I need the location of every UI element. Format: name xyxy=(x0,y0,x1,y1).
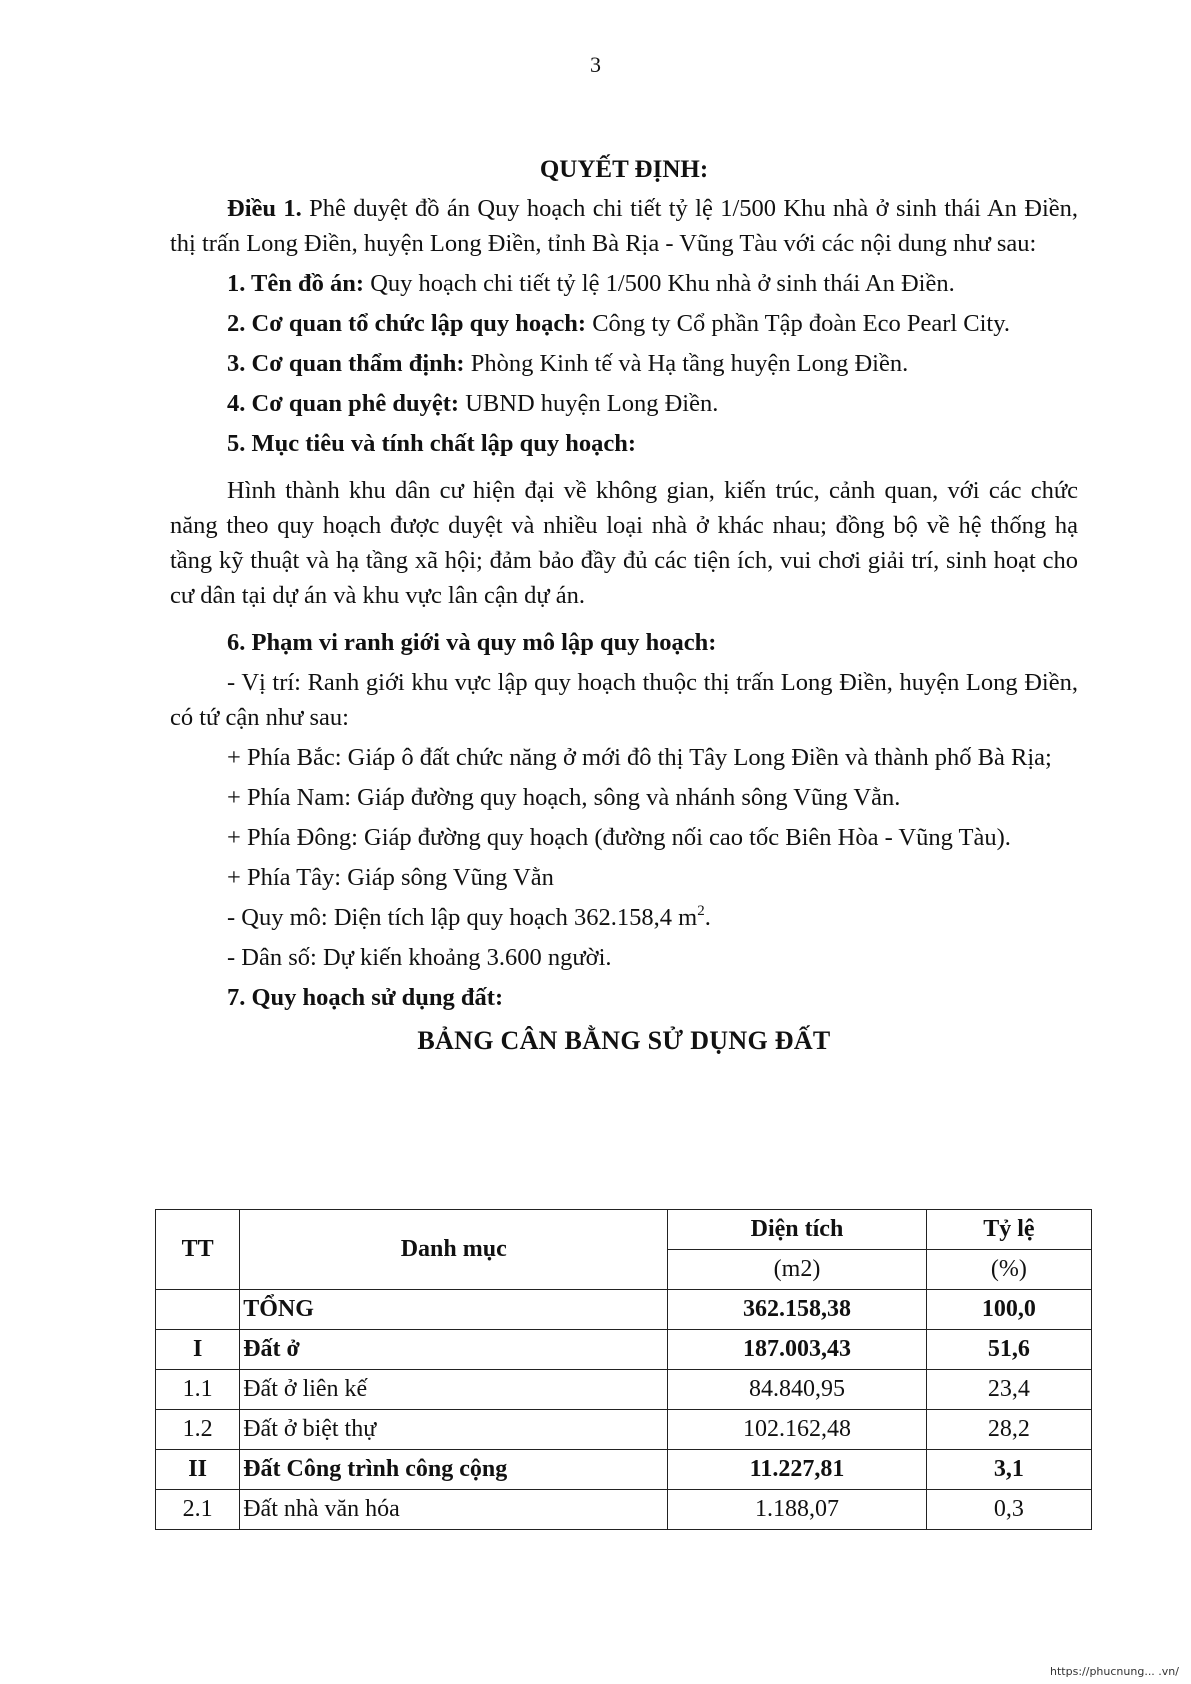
row-ratio: 100,0 xyxy=(926,1290,1091,1330)
row-tt: 1.1 xyxy=(156,1370,240,1410)
west-boundary: + Phía Tây: Giáp sông Vũng Vằn xyxy=(227,864,554,891)
article-1 xyxy=(170,191,1078,261)
scale-text xyxy=(170,900,1078,935)
table-row xyxy=(156,1330,1092,1370)
header-name: Danh mục xyxy=(240,1210,668,1290)
row-area: 1.188,07 xyxy=(668,1490,927,1530)
row-name: Đất Công trình công cộng xyxy=(240,1450,668,1490)
section-6-title-text: 6. Phạm vi ranh giới và quy mô lập quy hoạch: xyxy=(227,629,717,656)
item-1 xyxy=(170,266,1078,301)
row-ratio: 3,1 xyxy=(926,1450,1091,1490)
section-7-title xyxy=(170,980,1078,1015)
section-6-title xyxy=(170,625,1078,660)
item-3-label: 3. Cơ quan thẩm định: xyxy=(227,350,465,377)
row-ratio: 51,6 xyxy=(926,1330,1091,1370)
item-3-text: Phòng Kinh tế và Hạ tầng huyện Long Điền. xyxy=(464,350,909,377)
item-1-label: 1. Tên đồ án: xyxy=(227,270,365,297)
item-2-label: 2. Cơ quan tổ chức lập quy hoạch: xyxy=(227,310,587,337)
row-name: Đất nhà văn hóa xyxy=(240,1490,668,1530)
header-ratio: Tỷ lệ xyxy=(926,1210,1091,1250)
scale-suffix: . xyxy=(704,904,711,931)
item-2-text: Công ty Cổ phần Tập đoàn Eco Pearl City. xyxy=(586,310,1011,337)
table-row xyxy=(156,1410,1092,1450)
table-header-row xyxy=(156,1210,1092,1250)
decision-heading: QUYẾT ĐỊNH: xyxy=(539,156,709,183)
row-tt: II xyxy=(156,1450,240,1490)
row-area: 84.840,95 xyxy=(668,1370,927,1410)
row-tt xyxy=(156,1290,240,1330)
table-row xyxy=(156,1490,1092,1530)
row-ratio: 28,2 xyxy=(926,1410,1091,1450)
row-tt: I xyxy=(156,1330,240,1370)
row-tt: 1.2 xyxy=(156,1410,240,1450)
south-boundary: + Phía Nam: Giáp đường quy hoạch, sông và nhánh sông Vũng Vằn. xyxy=(227,784,901,811)
section-5-title-text: 5. Mục tiêu và tính chất lập quy hoạch: xyxy=(227,430,637,457)
item-1-text: Quy hoạch chi tiết tỷ lệ 1/500 Khu nhà ở sinh thái An Điền. xyxy=(364,270,955,297)
land-balance-table-title: BẢNG CÂN BẰNG SỬ DỤNG ĐẤT xyxy=(417,1026,831,1055)
item-4-label: 4. Cơ quan phê duyệt: xyxy=(227,390,460,417)
page-number: 3 xyxy=(590,52,601,77)
row-area: 187.003,43 xyxy=(668,1330,927,1370)
row-name: TỔNG xyxy=(240,1290,668,1330)
row-name: Đất ở liên kế xyxy=(240,1370,668,1410)
row-area: 362.158,38 xyxy=(668,1290,927,1330)
article-1-text: Phê duyệt đồ án Quy hoạch chi tiết tỷ lệ 1/500 Khu nhà ở sinh thái An Điền, thị trấn Long Điền, huyện Long Điền, tỉnh Bà Rịa - Vũng Tàu với các nội dung như sau: xyxy=(170,195,1079,257)
header-tt: TT xyxy=(156,1210,240,1290)
row-name: Đất ở xyxy=(240,1330,668,1370)
table-row xyxy=(156,1290,1092,1330)
row-area: 102.162,48 xyxy=(668,1410,927,1450)
location-text: - Vị trí: Ranh giới khu vực lập quy hoạch thuộc thị trấn Long Điền, huyện Long Điền, có tứ cận như sau: xyxy=(170,669,1078,731)
item-2 xyxy=(170,306,1078,341)
row-ratio: 0,3 xyxy=(926,1490,1091,1530)
row-area: 11.227,81 xyxy=(668,1450,927,1490)
scale-prefix: - Quy mô: Diện tích lập quy hoạch 362.158,4 m xyxy=(227,904,698,931)
row-name: Đất ở biệt thự xyxy=(240,1410,668,1450)
document-body xyxy=(170,152,1078,1062)
header-ratio-unit: (%) xyxy=(926,1250,1091,1290)
header-area-unit: (m2) xyxy=(668,1250,927,1290)
section-7-title-text: 7. Quy hoạch sử dụng đất: xyxy=(227,984,504,1011)
header-area: Diện tích xyxy=(668,1210,927,1250)
east-boundary: + Phía Đông: Giáp đường quy hoạch (đường nối cao tốc Biên Hòa - Vũng Tàu). xyxy=(227,824,1011,851)
table-row xyxy=(156,1370,1092,1410)
population-text: - Dân số: Dự kiến khoảng 3.600 người. xyxy=(227,944,612,971)
footer-url[interactable]: https://phucnung... .vn/ xyxy=(1050,1665,1179,1678)
table-row xyxy=(156,1450,1092,1490)
item-4-text: UBND huyện Long Điền. xyxy=(459,390,719,417)
item-3 xyxy=(170,346,1078,381)
north-boundary: + Phía Bắc: Giáp ô đất chức năng ở mới đô thị Tây Long Điền và thành phố Bà Rịa; xyxy=(227,744,1052,771)
item-4 xyxy=(170,386,1078,421)
article-1-label: Điều 1. xyxy=(227,195,302,222)
scale-superscript: 2 xyxy=(697,903,705,919)
section-5-title xyxy=(170,426,1078,461)
row-ratio: 23,4 xyxy=(926,1370,1091,1410)
section-5-body: Hình thành khu dân cư hiện đại về không gian, kiến trúc, cảnh quan, với các chức năng theo quy hoạch được duyệt và nhiều loại nhà ở khác nhau; đồng bộ về hệ thống hạ tầng kỹ thuật và hạ tầng xã hội; đảm bảo đầy đủ các tiện ích, vui chơi giải trí, sinh hoạt cho cư dân tại dự án và khu vực lân cận dự án. xyxy=(170,477,1078,609)
row-tt: 2.1 xyxy=(156,1490,240,1530)
land-balance-table xyxy=(155,1209,1092,1530)
